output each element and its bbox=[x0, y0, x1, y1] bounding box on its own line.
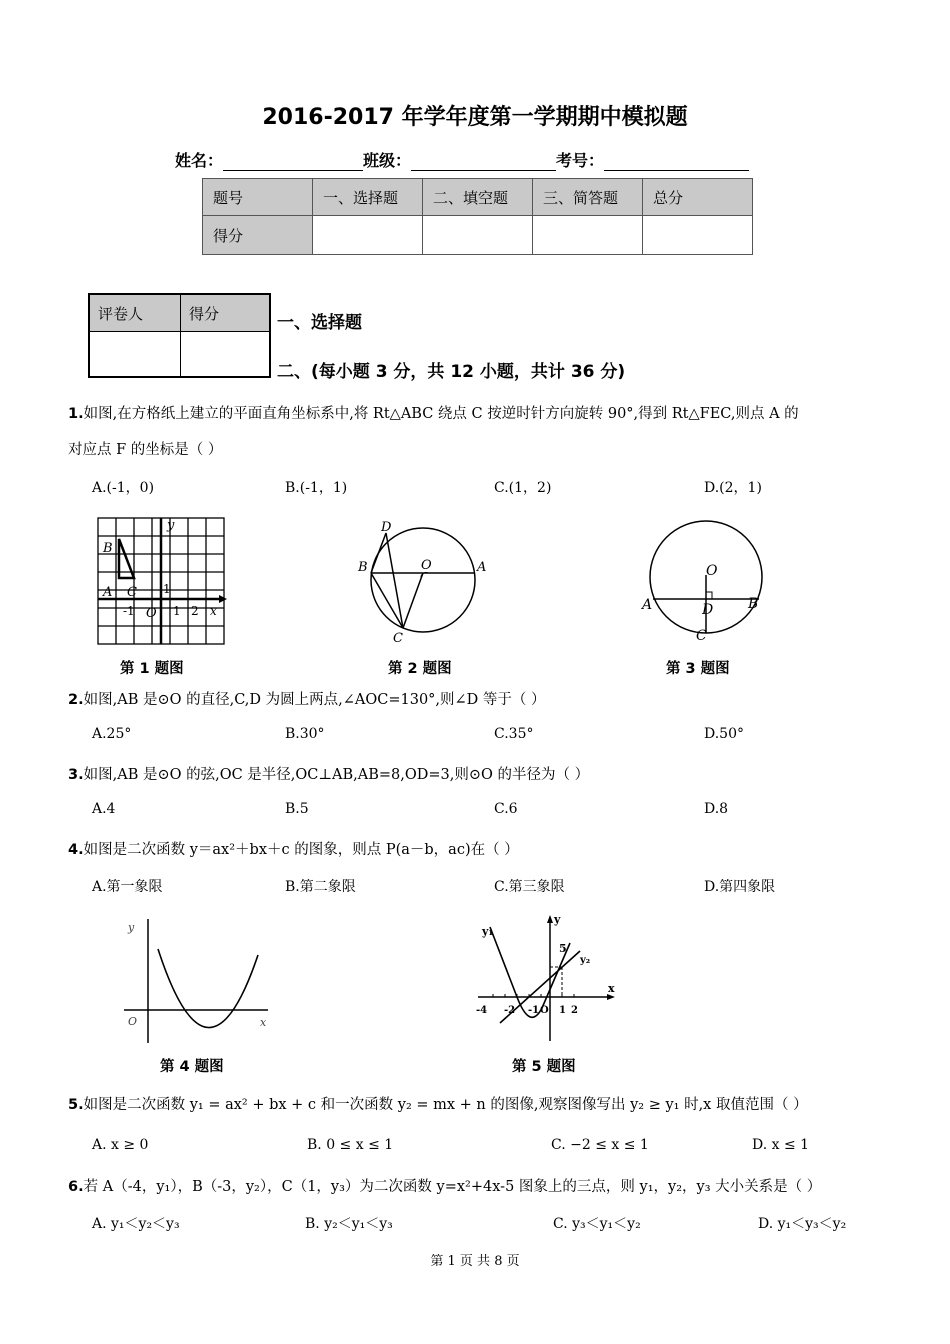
fig2-label: A bbox=[477, 560, 487, 575]
score-col-header: 题号 bbox=[203, 179, 313, 216]
score-table-row bbox=[203, 216, 753, 255]
question-3: 3.如图,AB 是⊙O 的弦,OC 是半径,OC⊥AB,AB=8,OD=3,则⊙O 的半径为（ ） bbox=[68, 767, 590, 783]
class-blank[interactable] bbox=[411, 152, 556, 171]
option-5d[interactable]: D. x ≤ 1 bbox=[752, 1137, 810, 1153]
grader-score-cell[interactable] bbox=[181, 332, 271, 378]
class-label: 班级： bbox=[363, 151, 412, 170]
student-info-line bbox=[175, 148, 749, 171]
name-label: 姓名： bbox=[175, 151, 224, 170]
fig2-label: B bbox=[358, 560, 368, 575]
fig5-label: -1 bbox=[528, 1005, 540, 1016]
fig3-label: O bbox=[706, 563, 718, 579]
grader-table bbox=[88, 293, 271, 378]
fig3-label: C bbox=[696, 628, 707, 644]
grader-score-col: 得分 bbox=[181, 294, 271, 332]
option-3c[interactable]: C.6 bbox=[494, 801, 518, 817]
score-cell[interactable] bbox=[423, 216, 533, 255]
fig1-label: 1 bbox=[173, 604, 181, 618]
figure-2-circle bbox=[355, 515, 490, 645]
question-1-line1: 1.如图,在方格纸上建立的平面直角坐标系中,将 Rt△ABC 绕点 C 按逆时针方向旋转 90°,得到 Rt△FEC,则点 A 的 bbox=[68, 406, 799, 422]
option-1b[interactable]: B.(-1，1) bbox=[285, 480, 348, 496]
score-cell[interactable] bbox=[533, 216, 643, 255]
name-blank[interactable] bbox=[223, 152, 363, 171]
option-3b[interactable]: B.5 bbox=[285, 801, 309, 817]
option-1d[interactable]: D.(2，1) bbox=[704, 480, 762, 496]
question-2: 2.如图,AB 是⊙O 的直径,C,D 为圆上两点,∠AOC=130°,则∠D 等于（ ） bbox=[68, 692, 546, 708]
fig2-label: C bbox=[393, 631, 403, 645]
option-3d[interactable]: D.8 bbox=[704, 801, 729, 817]
option-6b[interactable]: B. y₂＜y₁＜y₃ bbox=[305, 1216, 393, 1232]
score-table-header bbox=[203, 179, 753, 216]
exam-no-blank[interactable] bbox=[604, 152, 749, 171]
fig5-label: y₂ bbox=[580, 955, 591, 966]
fig1-label: x bbox=[210, 604, 217, 618]
fig1-label: 1 bbox=[163, 582, 171, 596]
option-5b[interactable]: B. 0 ≤ x ≤ 1 bbox=[307, 1137, 394, 1153]
option-4b[interactable]: B.第二象限 bbox=[285, 879, 356, 895]
option-6d[interactable]: D. y₁＜y₃＜y₂ bbox=[758, 1216, 847, 1232]
fig5-label: O bbox=[540, 1005, 549, 1016]
option-1a[interactable]: A.(-1，0) bbox=[92, 480, 155, 496]
score-table bbox=[202, 178, 753, 255]
fig5-label: y₁ bbox=[482, 925, 494, 938]
option-4d[interactable]: D.第四象限 bbox=[704, 879, 776, 895]
fig1-label: O bbox=[146, 606, 157, 621]
score-col-header: 二、填空题 bbox=[423, 179, 533, 216]
option-1c[interactable]: C.(1，2) bbox=[494, 480, 552, 496]
option-2b[interactable]: B.30° bbox=[285, 726, 325, 742]
option-2d[interactable]: D.50° bbox=[704, 726, 744, 742]
figure-3-caption: 第 3 题图 bbox=[666, 661, 730, 677]
fig4-label: x bbox=[260, 1016, 267, 1029]
score-col-header: 一、选择题 bbox=[313, 179, 423, 216]
grader-col: 评卷人 bbox=[89, 294, 181, 332]
option-5a[interactable]: A. x ≥ 0 bbox=[92, 1137, 149, 1153]
score-col-header: 三、简答题 bbox=[533, 179, 643, 216]
fig5-label: x bbox=[608, 982, 615, 995]
section-title: 一、选择题 bbox=[277, 313, 362, 333]
option-6a[interactable]: A. y₁＜y₂＜y₃ bbox=[92, 1216, 180, 1232]
section-subtitle: 二、(每小题 3 分，共 12 小题，共计 36 分) bbox=[277, 362, 626, 382]
question-4: 4.如图是二次函数 y＝ax²＋bx＋c 的图象，则点 P(a－b，ac)在（ ） bbox=[68, 842, 519, 858]
grader-cell[interactable] bbox=[89, 332, 181, 378]
figure-4-parabola bbox=[120, 913, 275, 1048]
fig1-label: C bbox=[127, 585, 137, 600]
figure-1-grid bbox=[95, 515, 230, 647]
option-3a[interactable]: A.4 bbox=[92, 801, 116, 817]
figure-4-caption: 第 4 题图 bbox=[160, 1059, 224, 1075]
page-title: 2016-2017 年学年度第一学期期中模拟题 bbox=[262, 105, 688, 130]
fig5-label: 5 bbox=[559, 942, 567, 955]
question-6: 6.若 A（-4，y₁），B（-3，y₂），C（1，y₃）为二次函数 y=x²+4x-5 图象上的三点，则 y₁，y₂，y₃ 大小关系是（ ） bbox=[68, 1179, 822, 1195]
option-5c[interactable]: C. −2 ≤ x ≤ 1 bbox=[551, 1137, 649, 1153]
fig1-label: -1 bbox=[123, 604, 135, 618]
figure-3-circle bbox=[640, 515, 775, 645]
score-cell[interactable] bbox=[313, 216, 423, 255]
fig2-label: D bbox=[381, 520, 392, 535]
exam-no-label: 考号： bbox=[556, 151, 605, 170]
fig5-label: y bbox=[554, 913, 561, 926]
fig1-label: B bbox=[103, 541, 113, 556]
fig3-label: A bbox=[642, 597, 653, 613]
fig5-label: 1 bbox=[559, 1005, 566, 1016]
fig4-label: O bbox=[128, 1015, 138, 1028]
score-row-label: 得分 bbox=[203, 216, 313, 255]
option-2a[interactable]: A.25° bbox=[92, 726, 132, 742]
option-4a[interactable]: A.第一象限 bbox=[92, 879, 163, 895]
figure-5-caption: 第 5 题图 bbox=[512, 1059, 576, 1075]
figure-5-graph bbox=[470, 913, 620, 1048]
score-col-header: 总分 bbox=[643, 179, 753, 216]
fig4-label: y bbox=[128, 921, 135, 934]
option-2c[interactable]: C.35° bbox=[494, 726, 534, 742]
question-1-line2: 对应点 F 的坐标是（ ） bbox=[68, 442, 223, 458]
fig5-label: -4 bbox=[476, 1005, 488, 1016]
figure-1-caption: 第 1 题图 bbox=[120, 661, 184, 677]
fig5-label: 2 bbox=[571, 1005, 578, 1016]
question-5: 5.如图是二次函数 y₁ = ax² + bx + c 和一次函数 y₂ = mx + n 的图像,观察图像写出 y₂ ≥ y₁ 时,x 取值范围（ ） bbox=[68, 1097, 808, 1113]
fig2-label: O bbox=[421, 558, 432, 573]
score-cell[interactable] bbox=[643, 216, 753, 255]
fig3-label: D bbox=[702, 602, 714, 618]
fig1-label: 2 bbox=[191, 604, 199, 618]
option-6c[interactable]: C. y₃＜y₁＜y₂ bbox=[553, 1216, 641, 1232]
fig3-label: B bbox=[748, 596, 759, 612]
fig5-label: -2 bbox=[504, 1005, 516, 1016]
option-4c[interactable]: C.第三象限 bbox=[494, 879, 565, 895]
fig1-label: y bbox=[167, 518, 175, 533]
figure-2-caption: 第 2 题图 bbox=[388, 661, 452, 677]
page-footer: 第 1 页 共 8 页 bbox=[430, 1254, 520, 1269]
fig1-label: A bbox=[103, 585, 113, 600]
